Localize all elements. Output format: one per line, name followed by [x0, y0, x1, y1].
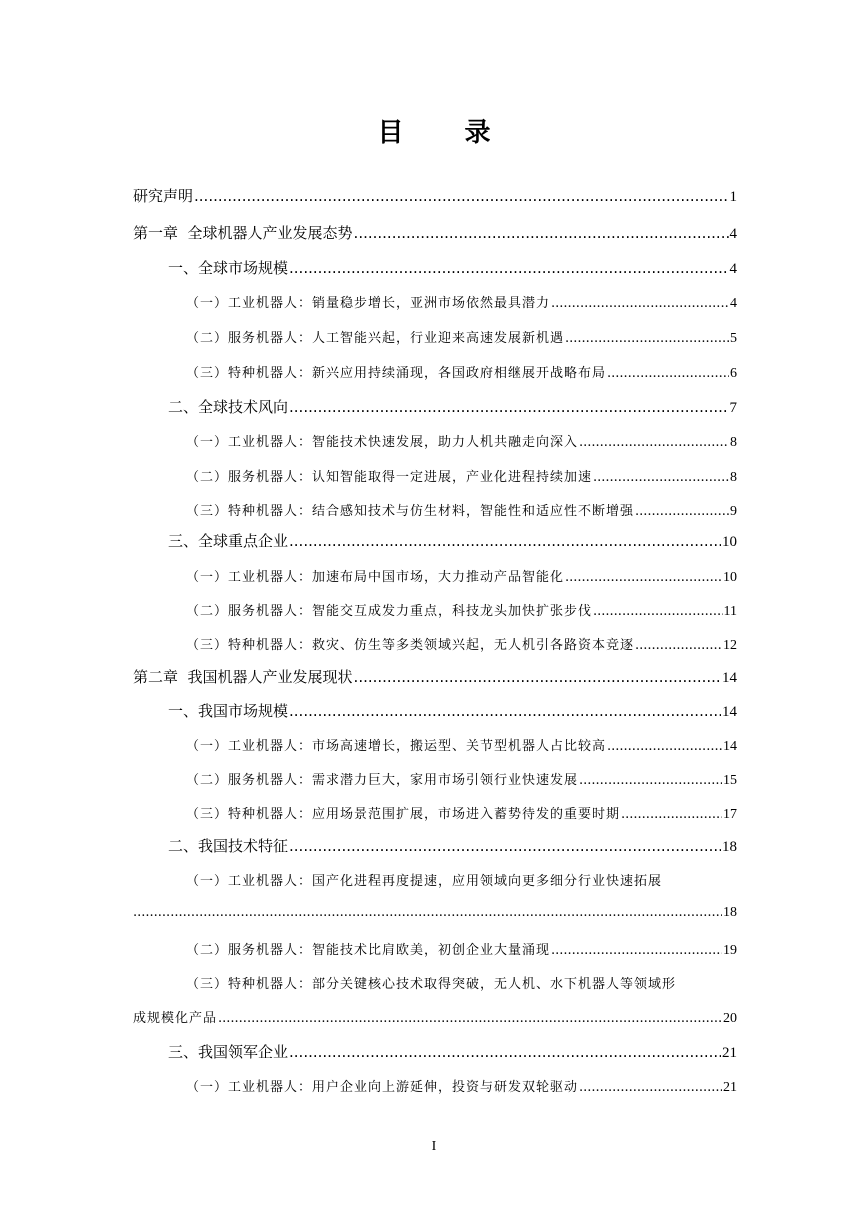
toc-entry[interactable]	[186, 466, 737, 486]
toc-entry[interactable]	[186, 735, 737, 755]
toc-entry-page: 4	[729, 261, 737, 277]
toc-entry-title: （二）服务机器人：认知智能取得一定进展，产业化进程持续加速	[186, 470, 593, 485]
toc-entry-page: 21	[722, 1045, 737, 1061]
toc-entry-title: 一、我国市场规模	[168, 702, 289, 720]
dot-leader	[579, 773, 722, 788]
toc-entry[interactable]	[186, 634, 737, 654]
toc-entry-title: （三）特种机器人：应用场景范围扩展，市场进入蓄势待发的重要时期	[186, 807, 621, 822]
toc-entry-title: （二）服务机器人：人工智能兴起，行业迎来高速发展新机遇	[186, 331, 565, 346]
toc-entry-page: 6	[730, 366, 737, 381]
toc-entry-page: 14	[722, 704, 737, 720]
dot-leader	[289, 532, 721, 550]
toc-entry[interactable]	[186, 362, 737, 382]
toc-entry-page: 9	[730, 504, 737, 519]
toc-entry[interactable]	[186, 327, 737, 347]
toc-entry-title: （三）特种机器人：结合感知技术与仿生材料，智能性和适应性不断增强	[186, 504, 635, 519]
toc-entry-page: 21	[723, 1080, 737, 1095]
dot-leader	[593, 470, 729, 485]
page-number: I	[431, 1139, 437, 1154]
page-title: 目 录	[377, 118, 517, 148]
toc-entry-page: 19	[723, 943, 737, 958]
toc-entry-title: （二）服务机器人：智能技术比肩欧美，初创企业大量涌现	[186, 943, 551, 958]
toc-entry-title: （三）特种机器人：救灾、仿生等多类领域兴起，无人机引各路资本竞逐	[186, 638, 635, 653]
toc-entry-continuation: 成规模化产品	[133, 1011, 218, 1026]
toc-entry-title: 研究声明	[133, 187, 194, 205]
toc-entry[interactable]	[168, 257, 737, 278]
toc-entry-title: （一）工业机器人：销量稳步增长，亚洲市场依然最具潜力	[186, 296, 551, 311]
toc-entry-title: （一）工业机器人：智能技术快速发展，助力人机共融走向深入	[186, 435, 579, 450]
toc-entry-title: （一）工业机器人：加速布局中国市场，大力推动产品智能化	[186, 570, 565, 585]
toc-entry[interactable]	[133, 222, 737, 243]
toc-entry-page: 4	[730, 296, 737, 311]
toc-entry[interactable]	[168, 530, 737, 551]
toc-entry-page: 18	[723, 905, 737, 920]
dot-leader	[551, 296, 729, 311]
toc-entry-title: 三、全球重点企业	[168, 532, 289, 550]
toc-entry-page: 4	[729, 226, 737, 242]
dot-leader	[579, 1080, 722, 1095]
dot-leader	[607, 366, 729, 381]
toc-entry-page: 7	[729, 400, 737, 416]
toc-entry-title: 三、我国领军企业	[168, 1043, 289, 1061]
toc-entry-title: 二、我国技术特征	[168, 837, 289, 855]
toc-entry[interactable]	[133, 905, 737, 921]
dot-leader	[354, 224, 729, 242]
toc-entry[interactable]	[168, 700, 737, 721]
toc-entry-page: 12	[723, 638, 737, 653]
toc-entry-title: （二）服务机器人：智能交互成发力重点，科技龙头加快扩张步伐	[186, 604, 593, 619]
dot-leader	[133, 905, 722, 920]
toc-entry-page: 8	[730, 435, 737, 450]
dot-leader	[289, 1043, 721, 1061]
toc-entry[interactable]	[186, 769, 737, 789]
toc-entry-page: 11	[723, 604, 737, 619]
dot-leader	[289, 837, 721, 855]
dot-leader	[551, 943, 722, 958]
toc-entry[interactable]	[168, 835, 737, 856]
toc-entry-title: （一）工业机器人：用户企业向上游延伸，投资与研发双轮驱动	[186, 1080, 579, 1095]
toc-entry-title: （二）服务机器人：需求潜力巨大，家用市场引领行业快速发展	[186, 773, 579, 788]
toc-entry[interactable]	[186, 500, 737, 520]
toc-entry-page: 10	[722, 534, 737, 550]
dot-leader	[218, 1011, 722, 1026]
toc-entry-title[interactable]: （三）特种机器人：部分关键核心技术取得突破，无人机、水下机器人等领域形	[186, 977, 677, 992]
toc-entry-page: 8	[730, 470, 737, 485]
toc-entry-title: （一）工业机器人：市场高速增长，搬运型、关节型机器人占比较高	[186, 739, 607, 754]
dot-leader	[289, 398, 728, 416]
dot-leader	[354, 668, 721, 686]
toc-entry-title: （三）特种机器人：新兴应用持续涌现，各国政府相继展开战略布局	[186, 366, 607, 381]
toc-entry[interactable]	[186, 566, 737, 586]
toc-entry-page: 17	[723, 807, 737, 822]
dot-leader	[289, 259, 728, 277]
dot-leader	[194, 187, 728, 205]
toc-entry[interactable]	[186, 292, 737, 312]
dot-leader	[579, 435, 729, 450]
toc-entry[interactable]	[186, 803, 737, 823]
toc-entry[interactable]	[186, 939, 737, 959]
toc-entry[interactable]	[186, 1076, 737, 1096]
toc-entry-title: 一、全球市场规模	[168, 259, 289, 277]
toc-entry-page: 10	[723, 570, 737, 585]
dot-leader	[607, 739, 722, 754]
toc-entry-title[interactable]: （一）工业机器人：国产化进程再度提速，应用领域向更多细分行业快速拓展	[186, 874, 663, 889]
toc-entry[interactable]	[186, 431, 737, 451]
toc-entry[interactable]	[133, 666, 737, 687]
toc-entry[interactable]	[168, 1041, 737, 1062]
toc-entry[interactable]	[186, 600, 737, 620]
dot-leader	[621, 807, 722, 822]
toc-entry-page: 5	[730, 331, 737, 346]
toc-entry-page: 20	[723, 1011, 737, 1026]
toc-entry-title: 第二章 我国机器人产业发展现状	[133, 668, 353, 686]
toc-entry-page: 14	[723, 739, 737, 754]
dot-leader	[593, 604, 723, 619]
toc-entry[interactable]	[168, 396, 737, 417]
toc-entry-page: 15	[723, 773, 737, 788]
dot-leader	[635, 504, 729, 519]
dot-leader	[635, 638, 722, 653]
toc-entry-page: 1	[729, 189, 737, 205]
dot-leader	[289, 702, 721, 720]
toc-entry-title: 二、全球技术风向	[168, 398, 289, 416]
toc-entry[interactable]	[133, 185, 737, 206]
toc-entry[interactable]	[133, 1007, 737, 1027]
dot-leader	[565, 570, 722, 585]
toc-entry-title: 第一章 全球机器人产业发展态势	[133, 224, 353, 242]
toc-entry-page: 14	[722, 670, 737, 686]
dot-leader	[565, 331, 729, 346]
toc-entry-page: 18	[722, 839, 737, 855]
